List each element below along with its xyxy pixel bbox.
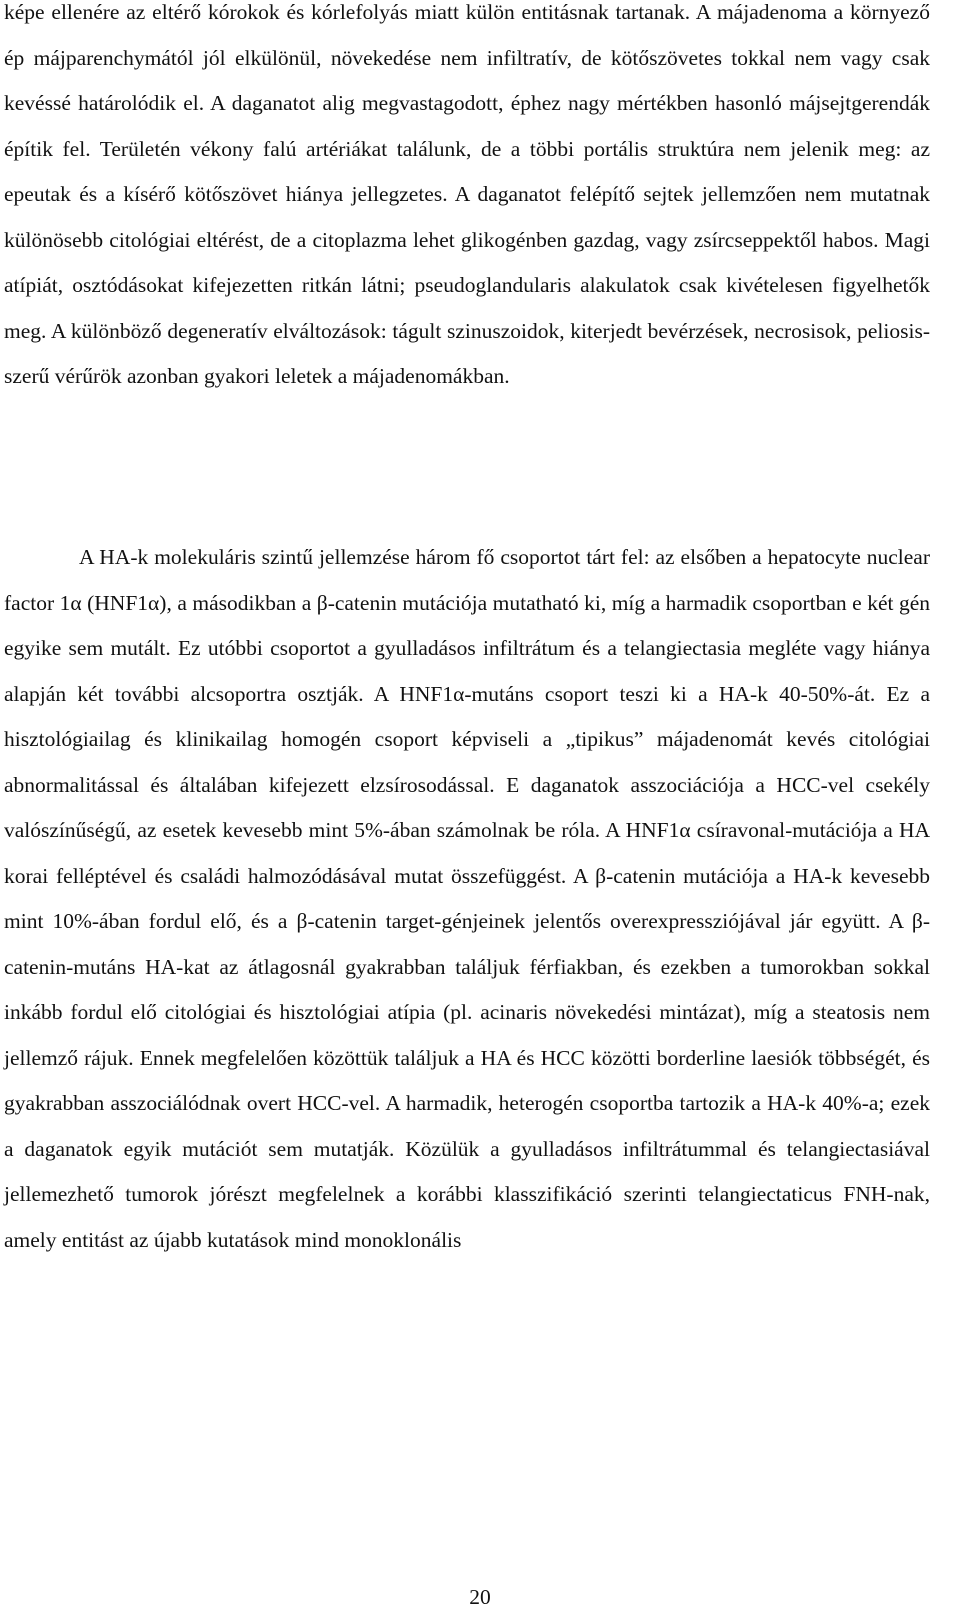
body-paragraph-1: képe ellenére az eltérő kórokok és kórlefolyás miatt külön entitásnak tartanak. A májadenoma a környező ép májparenchymától jól elkülönül, növekedése nem infiltratív, de kötőszövetes tokkal nem vagy csak kevéssé határolódik el. A daganatot alig megvastagodott, éphez nagy mértékben hasonló májsejtgerendák építik fel. Területén vékony falú artériákat találunk, de a többi portális struktúra nem jelenik meg: az epeutak és a kísérő kötőszövet hiánya jellegzetes. A daganatot felépítő sejtek jellemzően nem mutatnak különösebb citológiai eltérést, de a citoplazma lehet glikogénben gazdag, vagy zsírcseppektől habos. Magi atípiát, osztódásokat kifejezetten ritkán látni; pseudoglandularis alakulatok csak kivételesen figyelhetők meg. A különböző degeneratív elváltozások: tágult szinuszoidok, kiterjedt bevérzések, necrosisok, peliosis-szerű vérűrök azonban gyakori leletek a májadenomákban. bbox=[4, 0, 930, 388]
page-number: 20 bbox=[469, 1585, 491, 1609]
body-paragraph-2: A HA-k molekuláris szintű jellemzése három fő csoportot tárt fel: az elsőben a hepatocyte nuclear factor 1α (HNF1α), a másodikban a β-catenin mutációja mutatható ki, míg a harmadik csoportban e két gén egyike sem mutált. Ez utóbbi csoportot a gyulladásos infiltrátum és a telangiectasia megléte vagy hiánya alapján két további alcsoportra osztják. A HNF1α-mutáns csoport teszi ki a HA-k 40-50%-át. Ez a hisztológiailag és klinikailag homogén csoport képviseli a „tipikus” májadenomát kevés citológiai abnormalitással és általában kifejezett elzsírosodással. E daganatok asszociációja a HCC-vel csekély valószínűségű, az esetek kevesebb mint 5%-ában számolnak be róla. A HNF1α csíravonal-mutációja a HA korai felléptével és családi halmozódásával mutat összefüggést. A β-catenin mutációja a HA-k kevesebb mint 10%-ában fordul elő, és a β-catenin target-génjeinek jelentős overexpressziójával jár együtt. A β-catenin-mutáns HA-kat az átlagosnál gyakrabban találjuk férfiakban, és ezekben a tumorokban sokkal inkább fordul elő citológiai és hisztológiai atípia (pl. acinaris növekedési mintázat), míg a steatosis nem jellemző rájuk. Ennek megfelelően közöttük találjuk a HA és HCC közötti borderline laesiók többségét, és gyakrabban asszociálódnak overt HCC-vel. A harmadik, heterogén csoportba tartozik a HA-k 40%-a; ezek a daganatok egyik mutációt sem mutatják. Közülük a gyulladásos infiltrátummal és telangiectasiával jellemezhető tumorok jórészt megfelelnek a korábbi klasszifikáció szerinti telangiectaticus FNH-nak, amely entitást az újabb kutatások mind monoklonális bbox=[4, 545, 930, 1252]
